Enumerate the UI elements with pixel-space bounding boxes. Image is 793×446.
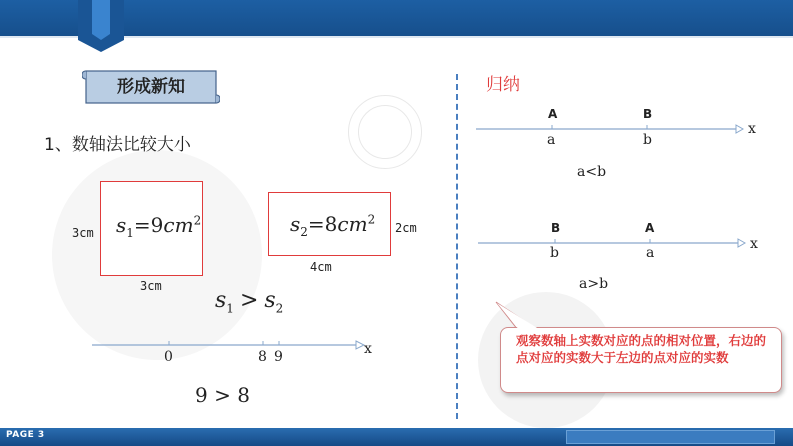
- rectangle-side-label: 4cm: [310, 260, 332, 274]
- rectangle-side-label: 2cm: [395, 221, 417, 235]
- summary-callout-text: 观察数轴上实数对应的点的相对位置，右边的点对应的实数大于左边的点对应的实数: [516, 333, 767, 365]
- topic-heading: 1、数轴法比较大小: [44, 135, 191, 155]
- area-comparison: $s_1 > s_2$: [215, 288, 284, 316]
- tick-label: 0: [164, 349, 173, 365]
- point-label: B: [643, 107, 653, 121]
- relation-text: a>b: [579, 276, 609, 292]
- page-number: PAGE 3: [6, 430, 45, 440]
- point-label: A: [548, 107, 558, 121]
- number-line: [476, 122, 744, 136]
- relation-text: a<b: [577, 164, 607, 180]
- column-divider: [456, 74, 458, 419]
- axis-label: x: [364, 341, 372, 357]
- value-label: b: [643, 132, 652, 148]
- square-side-label: 3cm: [140, 279, 162, 293]
- section-title: 形成新知: [117, 77, 185, 97]
- bookmark-ribbon-icon: [78, 0, 124, 52]
- summary-title: 归纳: [486, 75, 520, 95]
- point-label: A: [645, 221, 655, 235]
- value-label: a: [547, 132, 556, 148]
- footer-box: [566, 430, 775, 444]
- number-line: [478, 236, 746, 250]
- value-label: b: [550, 245, 559, 261]
- number-line: [90, 338, 365, 352]
- square-area-formula: $s_1=9cm^2$: [116, 213, 202, 240]
- rectangle-area-formula: $s_2=8cm^2$: [290, 212, 376, 239]
- axis-label: x: [748, 121, 756, 137]
- number-comparison: 9 > 8: [195, 383, 250, 407]
- value-label: a: [646, 245, 655, 261]
- axis-label: x: [750, 236, 758, 252]
- tick-label: 8: [258, 349, 267, 365]
- decorative-circle: [358, 105, 412, 159]
- tick-label: 9: [274, 349, 283, 365]
- point-label: B: [551, 221, 561, 235]
- square-side-label: 3cm: [72, 226, 94, 240]
